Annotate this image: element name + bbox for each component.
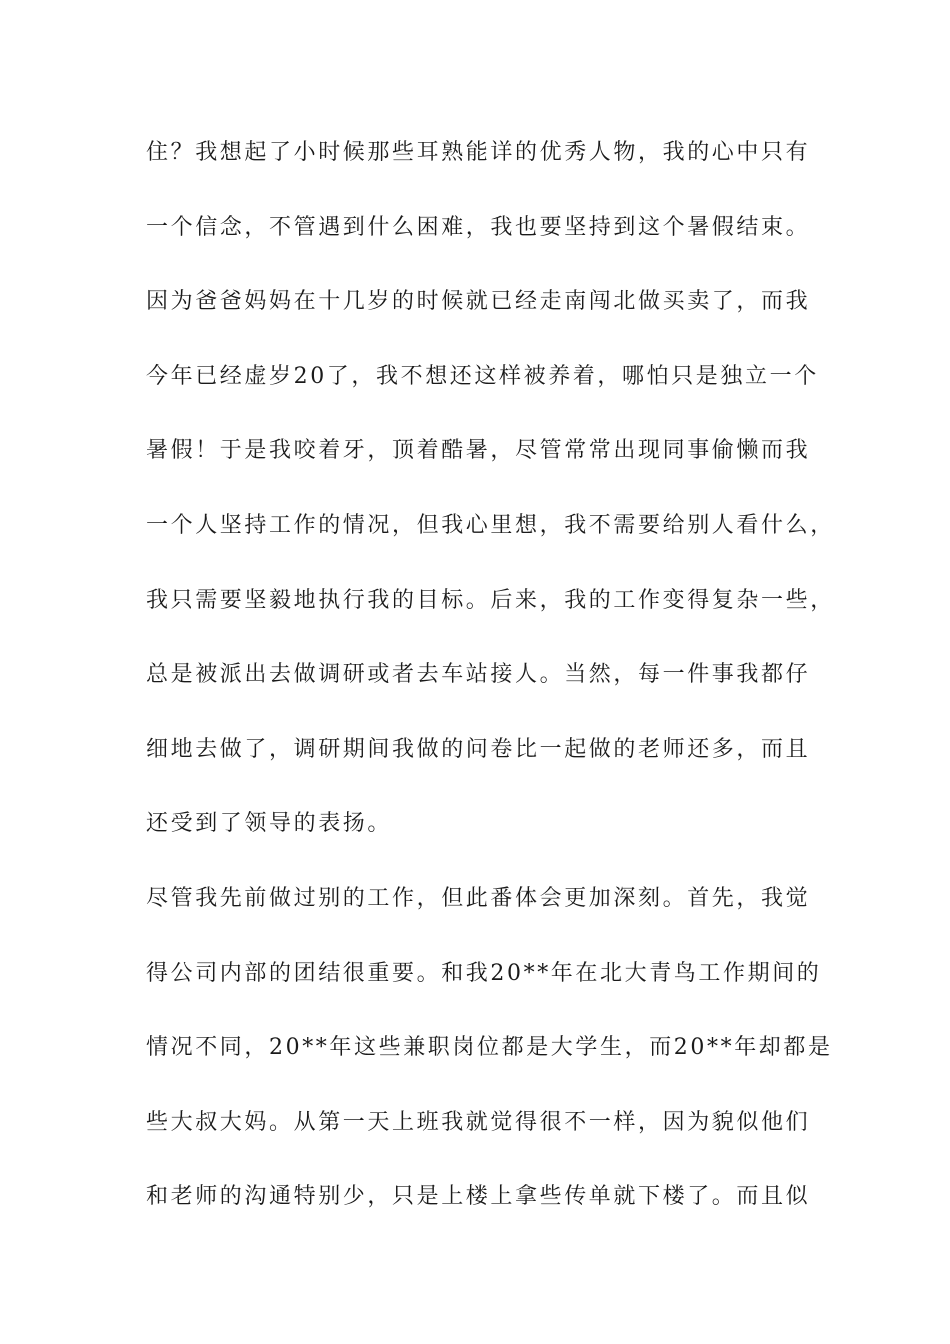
text-line: 总是被派出去做调研或者去车站接人。当然，每一件事我都仔 bbox=[146, 662, 811, 688]
text-line: 得公司内部的团结很重要。和我20**年在北大青鸟工作期间的 bbox=[146, 960, 822, 986]
text-line: 还受到了领导的表扬。 bbox=[146, 811, 393, 837]
text-line: 住？我想起了小时候那些耳熟能详的优秀人物，我的心中只有 bbox=[146, 140, 811, 165]
text-line: 细地去做了，调研期间我做的问卷比一起做的老师还多，而且 bbox=[146, 736, 811, 762]
body-text bbox=[146, 128, 835, 1247]
text-line: 和老师的沟通特别少，只是上楼上拿些传单就下楼了。而且似 bbox=[146, 1184, 811, 1210]
text-line: 些大叔大妈。从第一天上班我就觉得很不一样，因为貌似他们 bbox=[146, 1109, 811, 1135]
text-line: 我只需要坚毅地执行我的目标。后来，我的工作变得复杂一些， bbox=[146, 587, 835, 613]
text-line: 尽管我先前做过别的工作，但此番体会更加深刻。首先，我觉 bbox=[146, 885, 811, 911]
text-line: 一个人坚持工作的情况，但我心里想，我不需要给别人看什么， bbox=[146, 512, 835, 538]
text-line: 暑假！于是我咬着牙，顶着酷暑，尽管常常出现同事偷懒而我 bbox=[146, 438, 811, 464]
text-line: 因为爸爸妈妈在十几岁的时候就已经走南闯北做买卖了，而我 bbox=[146, 289, 811, 315]
text-line: 情况不同，20**年这些兼职岗位都是大学生，而20**年却都是 bbox=[146, 1035, 833, 1061]
text-line: 一个信念，不管遇到什么困难，我也要坚持到这个暑假结束。 bbox=[146, 214, 811, 240]
text-line: 今年已经虚岁20了，我不想还这样被养着，哪怕只是独立一个 bbox=[146, 363, 819, 389]
